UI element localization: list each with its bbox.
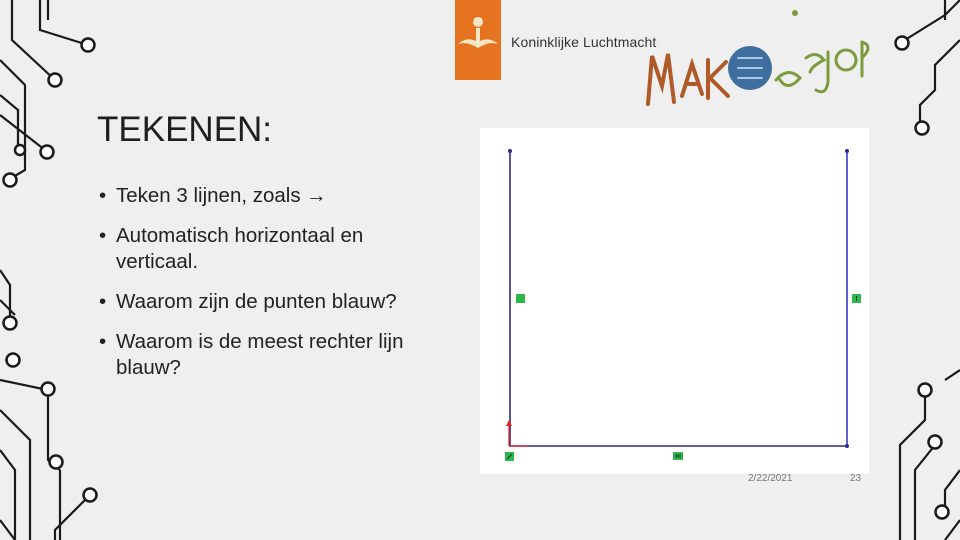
bullet-item bbox=[99, 183, 419, 209]
sketch-screenshot bbox=[480, 128, 869, 474]
makersjop-logo bbox=[640, 6, 870, 110]
bullet-dot: • bbox=[99, 184, 107, 207]
sketch-point bbox=[845, 149, 849, 153]
sketch-point bbox=[508, 149, 512, 153]
bullet-text: Waarom zijn de punten blauw? bbox=[116, 290, 397, 313]
bullet-dot: • bbox=[99, 330, 107, 353]
bullet-list bbox=[99, 183, 419, 395]
bullet-dot: • bbox=[99, 224, 107, 247]
bullet-text: Automatisch horizontaal en verticaal. bbox=[116, 224, 364, 273]
org-name: Koninklijke Luchtmacht bbox=[511, 34, 657, 50]
bullet-item bbox=[99, 329, 419, 381]
slide-number: 23 bbox=[850, 473, 862, 484]
bullet-text: Waarom is de meest rechter lijn blauw? bbox=[116, 330, 404, 379]
vertical-constraint-icon bbox=[516, 294, 525, 303]
axis-arrow-icon bbox=[506, 420, 512, 426]
bullet-item bbox=[99, 289, 419, 315]
air-force-emblem bbox=[455, 0, 501, 80]
bullet-text: Teken 3 lijnen, zoals → bbox=[116, 184, 327, 207]
bullet-item bbox=[99, 223, 419, 275]
slide-title: TEKENEN: bbox=[97, 110, 273, 149]
bullet-dot: • bbox=[99, 290, 107, 313]
sketch-point bbox=[845, 444, 849, 448]
footer-date: 2/22/2021 bbox=[748, 473, 793, 484]
horizontal-constraint-icon bbox=[673, 452, 683, 460]
